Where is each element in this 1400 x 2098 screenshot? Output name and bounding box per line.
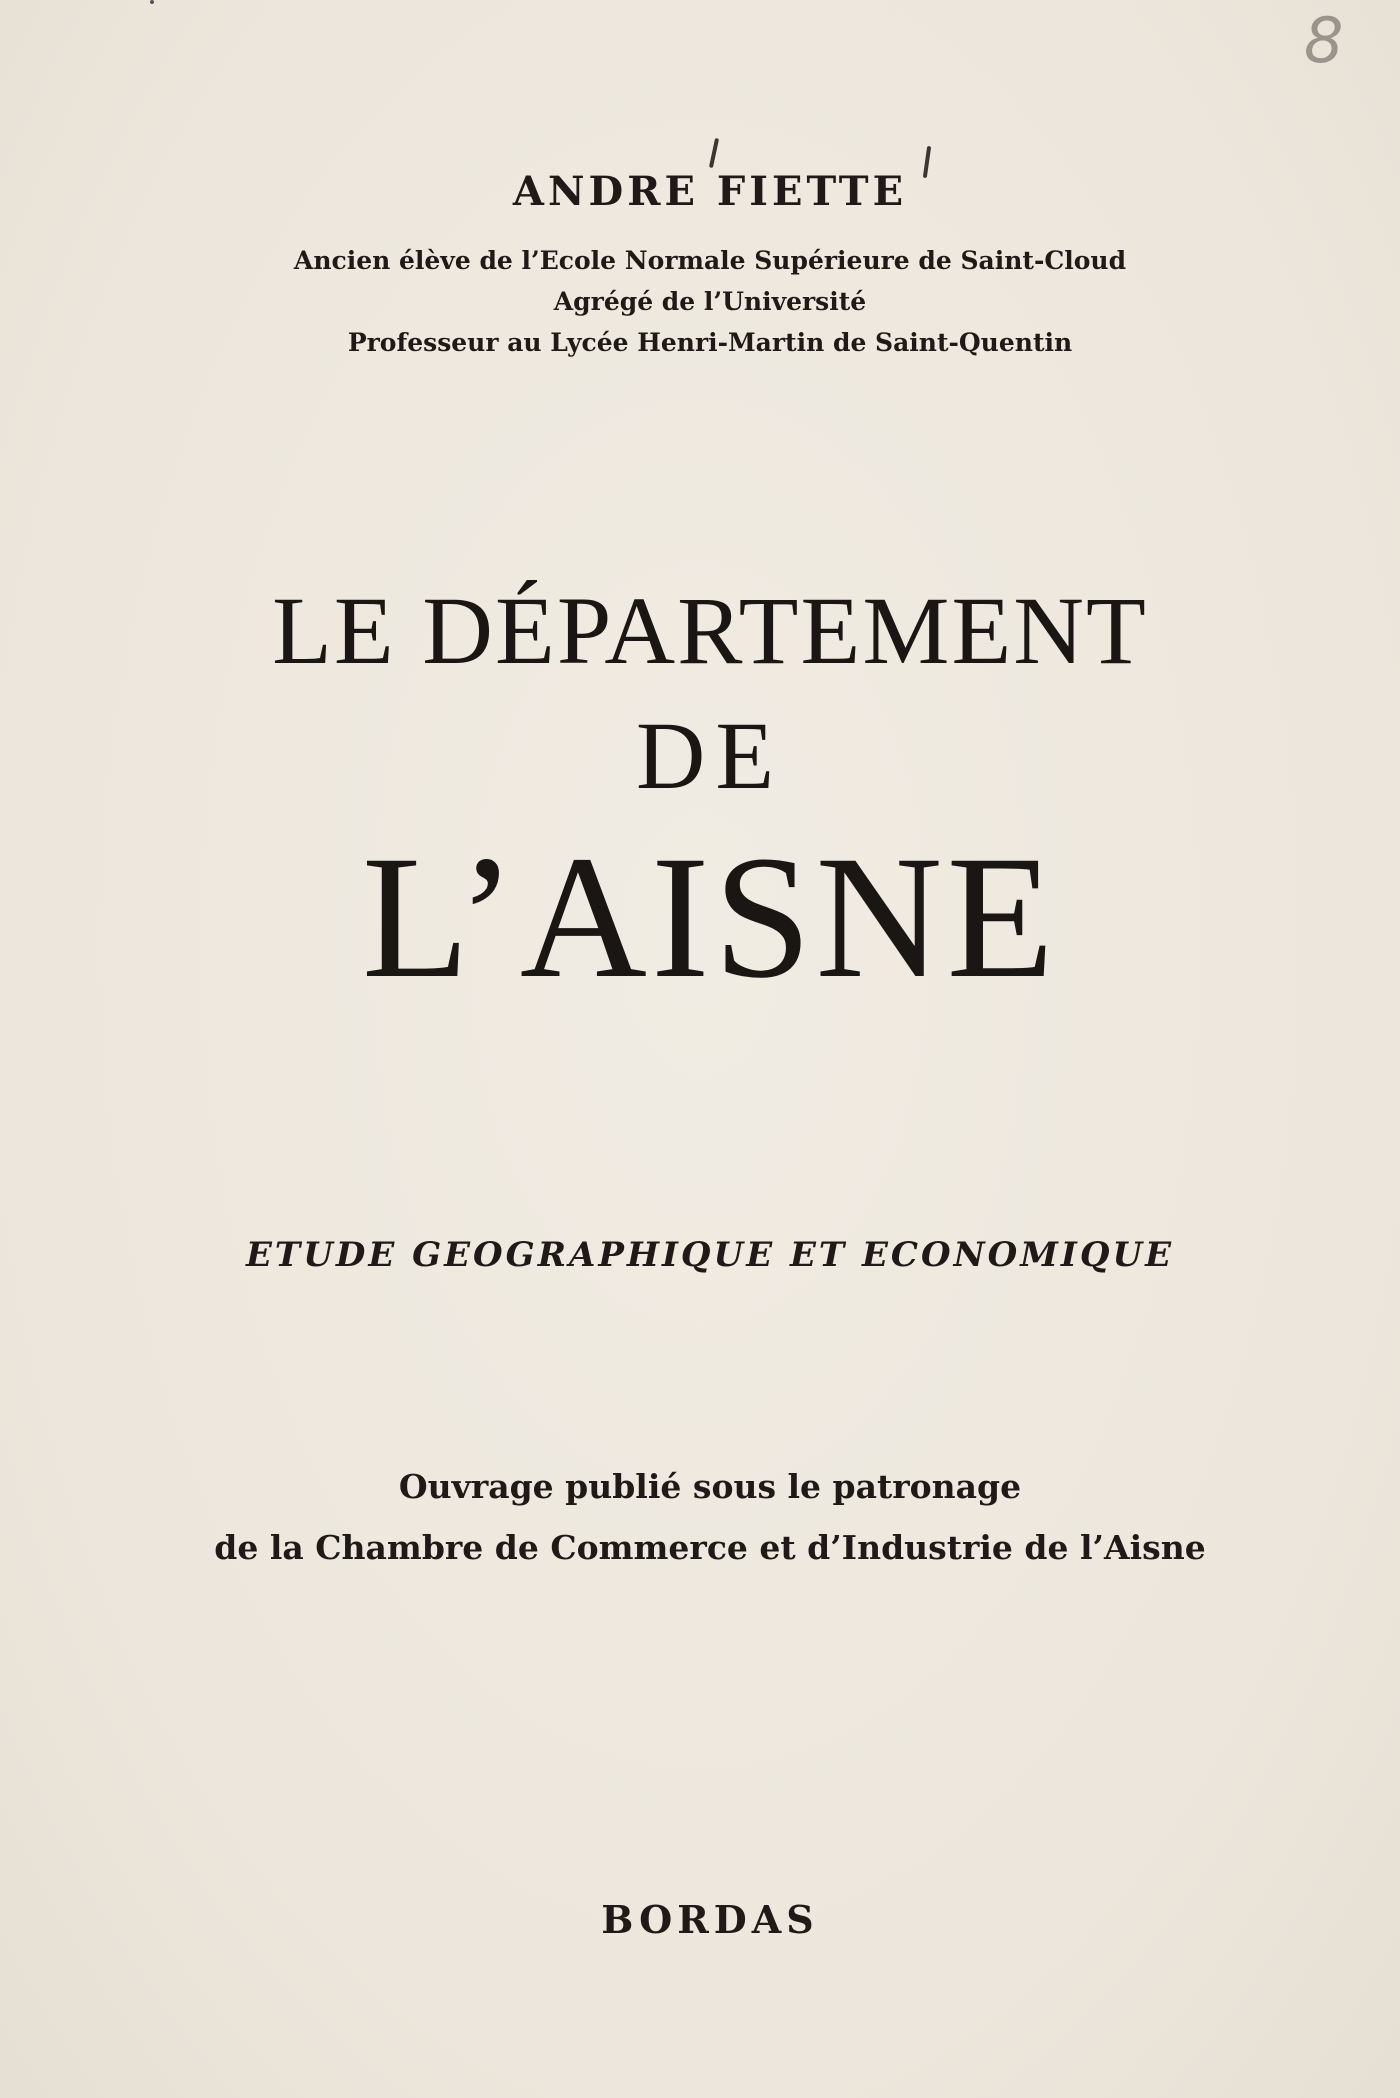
- author-name: ANDRE FIETTE: [512, 168, 908, 215]
- pencil-mark: [709, 138, 719, 168]
- book-title-line-3: L’AISNE: [361, 820, 1059, 1015]
- book-title-line-2: DE: [636, 702, 784, 809]
- print-speck: [150, 0, 154, 4]
- handwritten-page-number: 8: [1304, 4, 1344, 77]
- publisher-name: BORDAS: [601, 1897, 819, 1942]
- author-credential: Agrégé de l’Université: [553, 287, 867, 316]
- author-credential: Professeur au Lycée Henri-Martin de Saint-Quentin: [347, 328, 1073, 357]
- book-subtitle: ETUDE GEOGRAPHIQUE ET ECONOMIQUE: [245, 1235, 1175, 1275]
- publication-note-line-2: de la Chambre de Commerce et d’Industrie de l’Aisne: [214, 1528, 1206, 1567]
- author-credential: Ancien élève de l’Ecole Normale Supérieure de Saint-Cloud: [293, 246, 1127, 275]
- book-title-line-1: LE DÉPARTEMENT: [272, 577, 1148, 684]
- publication-note-line-1: Ouvrage publié sous le patronage: [398, 1467, 1022, 1506]
